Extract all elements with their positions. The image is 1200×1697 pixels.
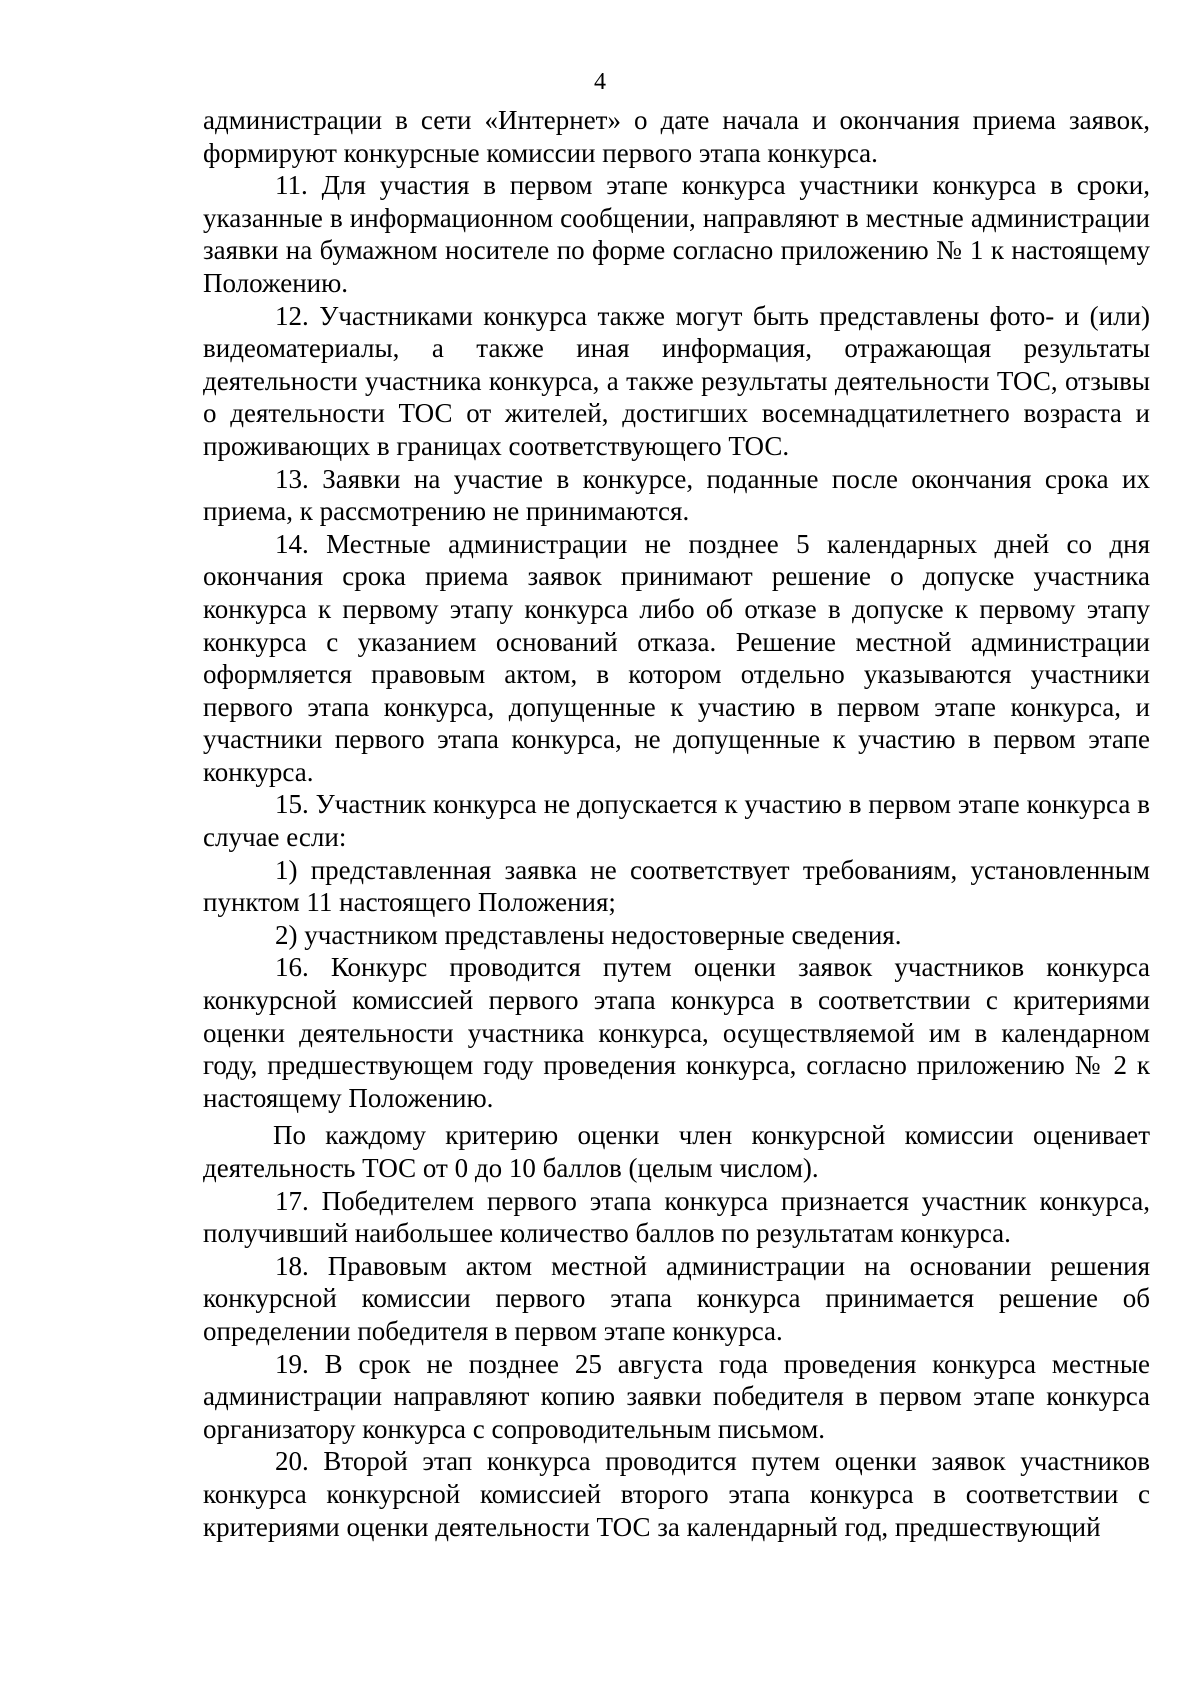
paragraph-17: 17. Победителем первого этапа конкурса признается участник конкурса, получивший наибольшее количество баллов по результатам конкурса.	[203, 1185, 1150, 1249]
paragraph-18: 18. Правовым актом местной администрации на основании решения конкурсной комиссии первого этапа конкурса принимается решение об определении победителя в первом этапе конкурса.	[203, 1250, 1150, 1346]
paragraph-continuation: администрации в сети «Интернет» о дате начала и окончания приема заявок, формируют конкурсные комиссии первого этапа конкурса.	[203, 105, 1150, 168]
paragraph-20: 20. Второй этап конкурса проводится путем оценки заявок участников конкурса конкурсной комиссией второго этапа конкурса в соответствии с критериями оценки деятельности ТОС за календарный год, предшествующий	[203, 1446, 1150, 1542]
paragraph-12: 12. Участниками конкурса также могут быть представлены фото- и (или) видеоматериалы, а также иная информация, отражающая результаты деятельности участника конкурса, а также результаты деятельности ТОС, отзывы о деятельности ТОС от жителей, достигших восемнадцатилетнего возраста и проживающих в границах соответствующего ТОС.	[203, 300, 1150, 461]
paragraph-16-note: По каждому критерию оценки член конкурсной комиссии оценивает деятельность ТОС от 0 до 10 баллов (целым числом).	[203, 1120, 1150, 1183]
page-number: 4	[594, 69, 606, 95]
paragraph-15-item-1: 1) представленная заявка не соответствует требованиям, установленным пунктом 11 настоящего Положения;	[203, 854, 1150, 918]
paragraph-15-item-2: 2) участником представлены недостоверные сведения.	[275, 919, 902, 950]
document-body	[203, 104, 1150, 1543]
paragraph-19: 19. В срок не позднее 25 августа года проведения конкурса местные администрации направляют копию заявки победителя в первом этапе конкурса организатору конкурса с сопроводительным письмом.	[203, 1348, 1150, 1444]
paragraph-14: 14. Местные администрации не позднее 5 календарных дней со дня окончания срока приема заявок принимают решение о допуске участника конкурса к первому этапу конкурса либо об отказе в допуске к первому этапу конкурса с указанием оснований отказа. Решение местной администрации оформляется правовым актом, в котором отдельно указываются участники первого этапа конкурса, допущенные к участию в первом этапе конкурса, и участники первого этапа конкурса, не допущенные к участию в первом этапе конкурса.	[203, 528, 1150, 787]
paragraph-15: 15. Участник конкурса не допускается к участию в первом этапе конкурса в случае если:	[203, 789, 1150, 853]
paragraph-11: 11. Для участия в первом этапе конкурса участники конкурса в сроки, указанные в информационном сообщении, направляют в местные администрации заявки на бумажном носителе по форме согласно приложению № 1 к настоящему Положению.	[203, 170, 1150, 298]
paragraph-16: 16. Конкурс проводится путем оценки заявок участников конкурса конкурсной комиссией первого этапа конкурса в соответствии с критериями оценки деятельности участника конкурса, осуществляемой им в календарном году, предшествующем году проведения конкурса, согласно приложению № 2 к настоящему Положению.	[203, 952, 1150, 1113]
paragraph-13: 13. Заявки на участие в конкурсе, поданные после окончания срока их приема, к рассмотрению не принимаются.	[203, 463, 1150, 527]
